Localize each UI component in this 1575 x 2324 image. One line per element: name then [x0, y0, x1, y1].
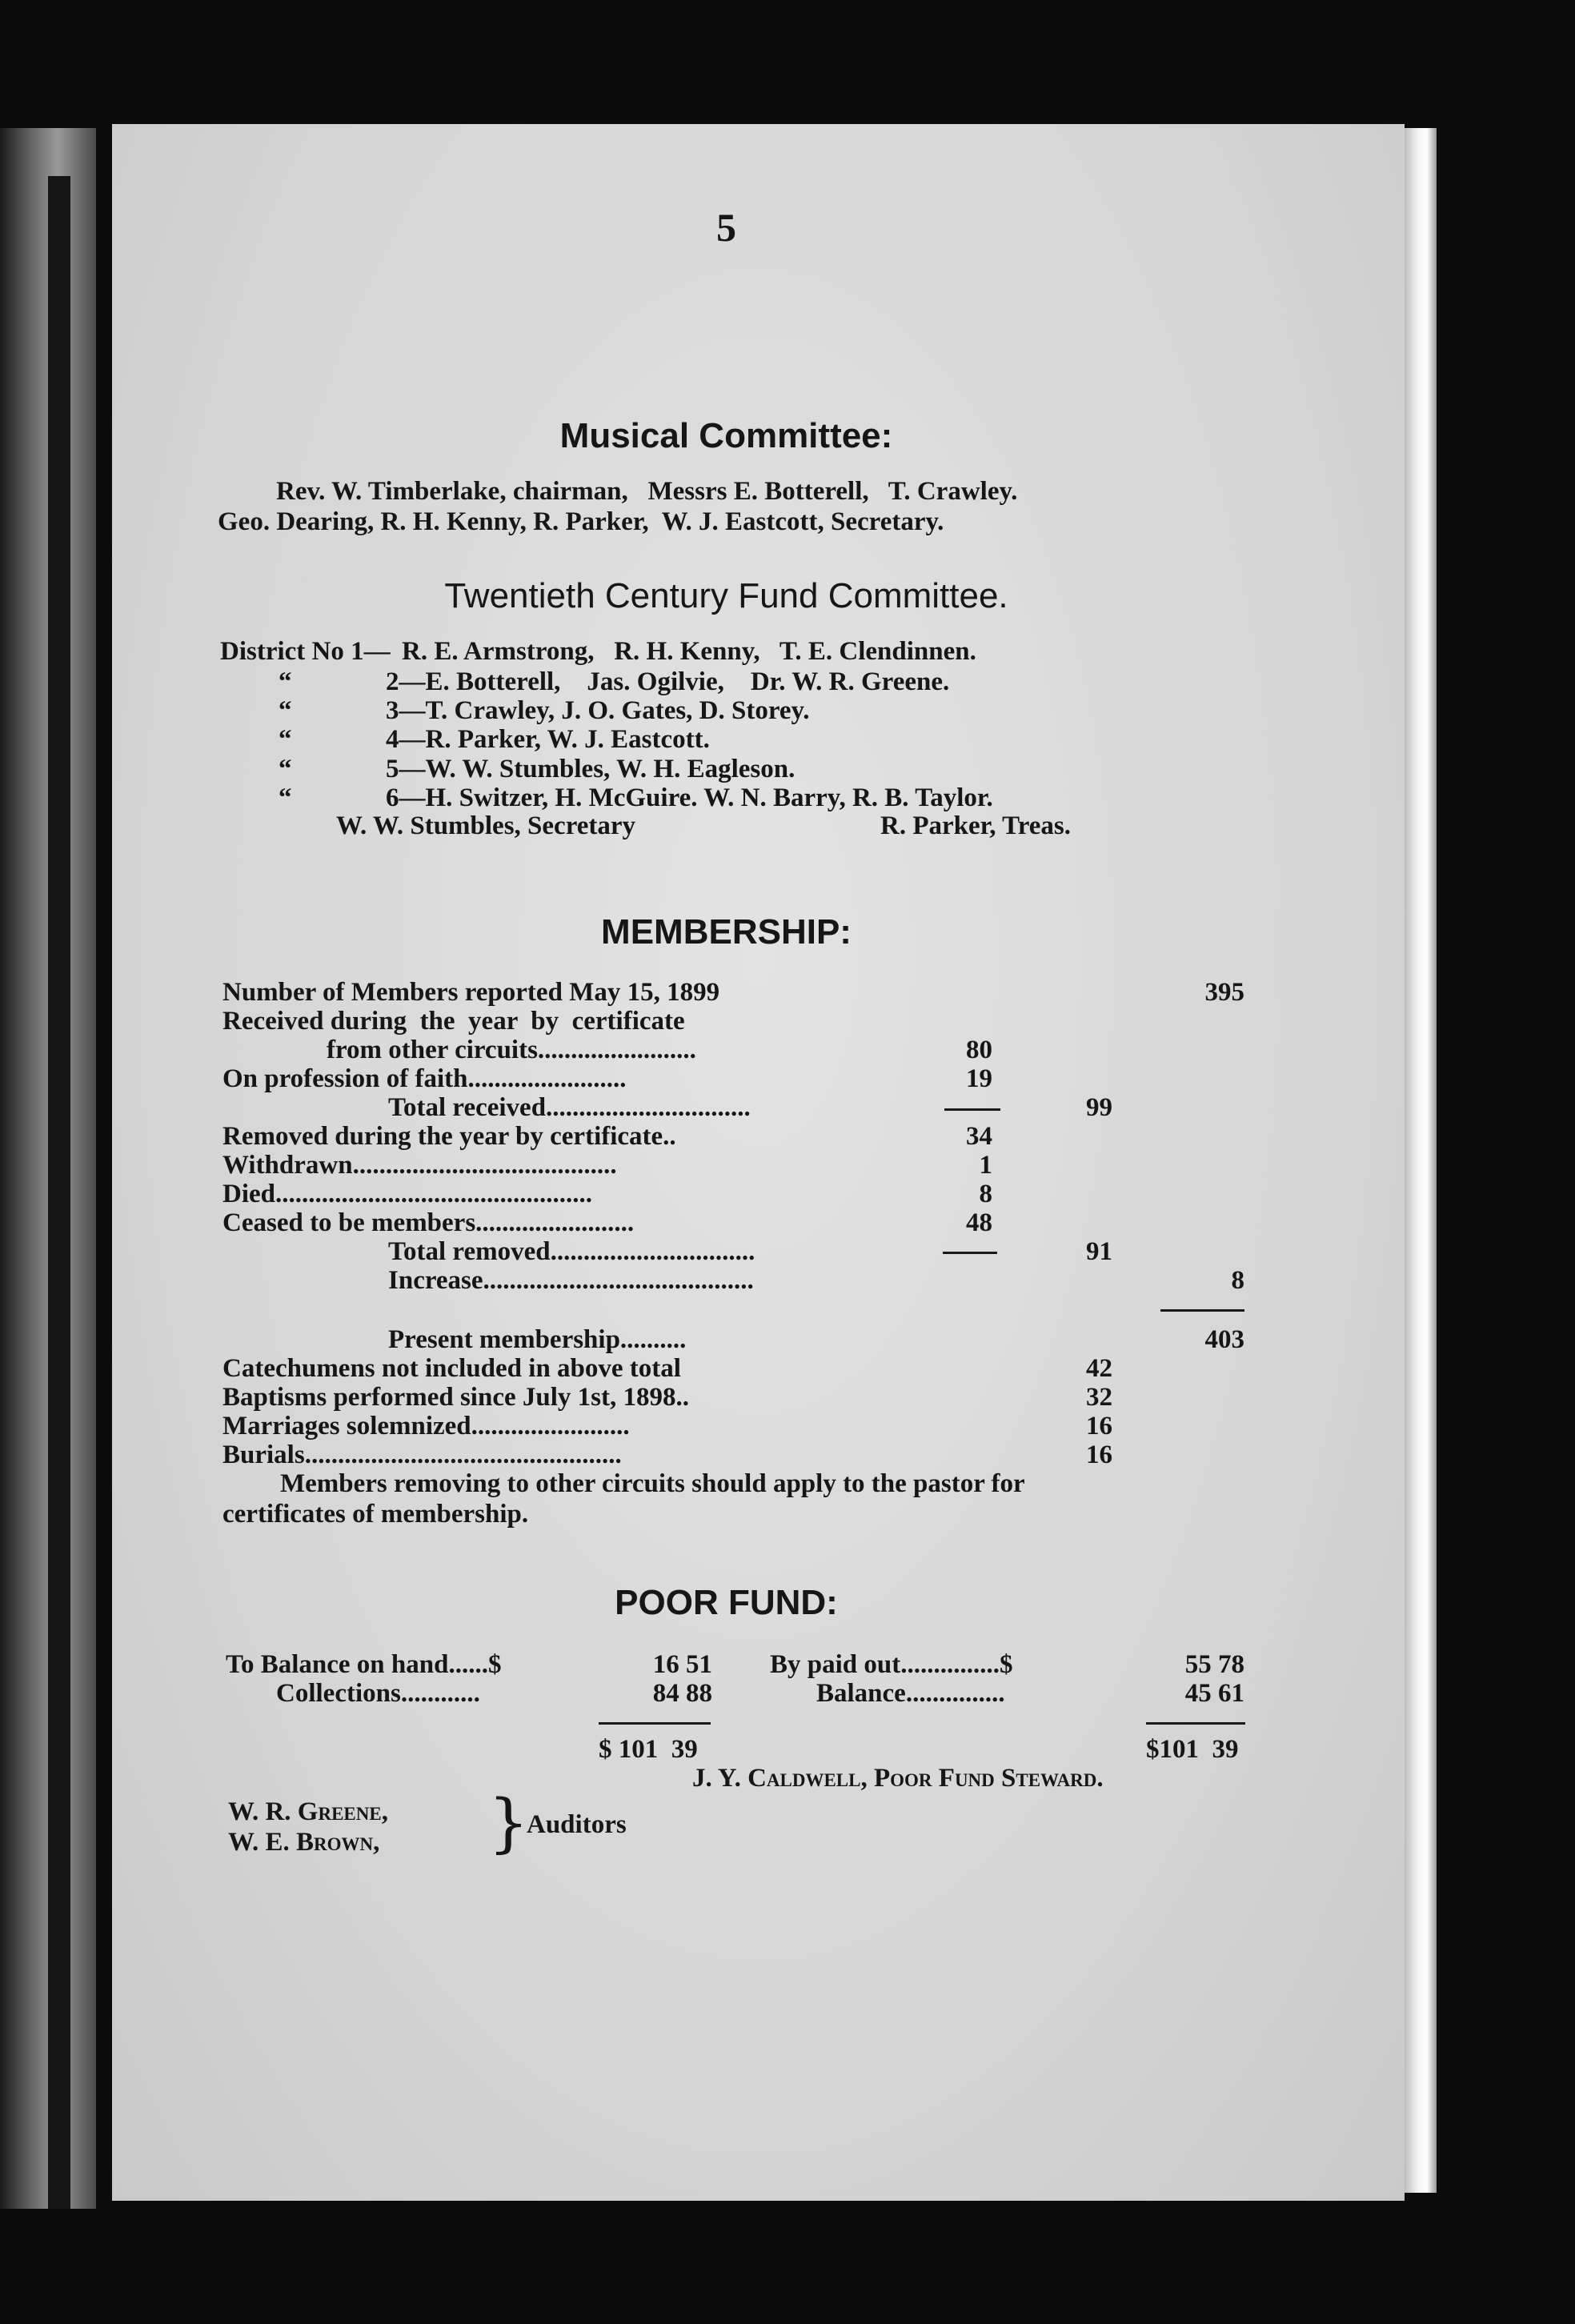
- total-removed-value: 91: [1086, 1237, 1112, 1266]
- marriages-value: 16: [1086, 1412, 1112, 1440]
- catechumens-label: Catechumens not included in above total: [222, 1354, 681, 1383]
- district-names-3: 3—T. Crawley, J. O. Gates, D. Storey.: [386, 696, 810, 725]
- poor-fund-right-rule: [1146, 1722, 1245, 1725]
- withdrawn-value: 1: [979, 1151, 992, 1180]
- district-names-5: 5—W. W. Stumbles, W. H. Eagleson.: [386, 755, 796, 783]
- musical-committee-line-1: Rev. W. Timberlake, chairman, Messrs E. Botterell, T. Crawley.: [276, 477, 1018, 506]
- poor-fund-right-total: $101 39: [1146, 1735, 1239, 1764]
- members-reported-label: Number of Members reported May 15, 1899: [222, 978, 720, 1007]
- poor-fund-left-total: $ 101 39: [599, 1735, 698, 1764]
- poor-fund-title: POOR FUND:: [615, 1583, 838, 1622]
- district-names-6: 6—H. Switzer, H. McGuire. W. N. Barry, R. B. Taylor.: [386, 783, 993, 812]
- collections-label: Collections............: [276, 1679, 480, 1708]
- district-label-2: “: [279, 667, 292, 696]
- district-label-1: District No 1—: [220, 637, 391, 666]
- auditors-label: Auditors: [527, 1810, 627, 1839]
- received-subtotal-rule: [944, 1108, 1000, 1111]
- balance-on-hand-label: To Balance on hand......$: [226, 1650, 502, 1679]
- right-balance-value: 45 61: [1184, 1679, 1244, 1708]
- burials-label: Burials................................................: [222, 1440, 622, 1469]
- poor-fund-steward: J. Y. Caldwell, Poor Fund Steward.: [692, 1764, 1104, 1793]
- committee-treasurer: R. Parker, Treas.: [880, 811, 1072, 840]
- district-names-2: 2—E. Botterell, Jas. Ogilvie, Dr. W. R. Greene.: [386, 667, 950, 696]
- removed-label: Removed during the year by certificate..: [222, 1122, 676, 1151]
- district-label-3: “: [279, 696, 292, 725]
- present-membership-value: 403: [1204, 1325, 1244, 1354]
- died-value: 8: [979, 1180, 992, 1208]
- musical-committee-title: Musical Committee:: [559, 416, 893, 455]
- marriages-label: Marriages solemnized........................: [222, 1412, 630, 1440]
- baptisms-value: 32: [1086, 1383, 1112, 1412]
- page-number: 5: [716, 205, 736, 250]
- increase-value: 8: [1231, 1266, 1244, 1295]
- district-label-5: “: [279, 755, 292, 783]
- died-label: Died................................................: [222, 1180, 592, 1208]
- twentieth-century-title: Twentieth Century Fund Committee.: [444, 576, 1008, 615]
- auditor-brown: W. E. Brown,: [228, 1828, 380, 1857]
- total-received-value: 99: [1086, 1093, 1112, 1122]
- increase-total-rule: [1160, 1309, 1244, 1312]
- increase-label: Increase.........................................: [388, 1266, 754, 1295]
- total-received-label: Total received...............................: [388, 1093, 751, 1122]
- binding-spine: [48, 176, 70, 2209]
- poor-fund-left-rule: [599, 1722, 711, 1725]
- profession-value: 19: [966, 1064, 992, 1093]
- auditor-greene: W. R. Greene,: [228, 1797, 388, 1826]
- district-label-6: “: [279, 783, 292, 812]
- right-balance-label: Balance...............: [816, 1679, 1005, 1708]
- paid-out-value: 55 78: [1184, 1650, 1244, 1679]
- membership-note-line-1: Members removing to other circuits should apply to the pastor for: [280, 1469, 1025, 1498]
- received-value: 80: [966, 1036, 992, 1064]
- removed-subtotal-rule: [943, 1252, 997, 1254]
- membership-note-line-2: certificates of membership.: [222, 1500, 529, 1529]
- musical-committee-line-2: Geo. Dearing, R. H. Kenny, R. Parker, W. J. Eastcott, Secretary.: [218, 507, 944, 536]
- ceased-value: 48: [966, 1208, 992, 1237]
- received-label-2: from other circuits........................: [327, 1036, 696, 1064]
- withdrawn-label: Withdrawn........................................: [222, 1151, 617, 1180]
- total-removed-label: Total removed...............................: [388, 1237, 755, 1266]
- auditors-brace: }: [488, 1785, 529, 1860]
- ceased-label: Ceased to be members........................: [222, 1208, 635, 1237]
- district-names-1: R. E. Armstrong, R. H. Kenny, T. E. Clendinnen.: [402, 637, 976, 666]
- present-membership-label: Present membership..........: [388, 1325, 687, 1354]
- district-names-4: 4—R. Parker, W. J. Eastcott.: [386, 725, 710, 754]
- removed-value: 34: [966, 1122, 992, 1151]
- catechumens-value: 42: [1086, 1354, 1112, 1383]
- committee-secretary: W. W. Stumbles, Secretary: [336, 811, 636, 840]
- received-label-1: Received during the year by certificate: [222, 1007, 685, 1036]
- district-label-4: “: [279, 725, 292, 754]
- collections-value: 84 88: [652, 1679, 712, 1708]
- balance-on-hand-value: 16 51: [652, 1650, 712, 1679]
- paid-out-label: By paid out...............$: [770, 1650, 1013, 1679]
- burials-value: 16: [1086, 1440, 1112, 1469]
- membership-title: MEMBERSHIP:: [601, 912, 852, 952]
- profession-label: On profession of faith........................: [222, 1064, 627, 1093]
- members-reported-value: 395: [1204, 978, 1244, 1007]
- baptisms-label: Baptisms performed since July 1st, 1898..: [222, 1383, 689, 1412]
